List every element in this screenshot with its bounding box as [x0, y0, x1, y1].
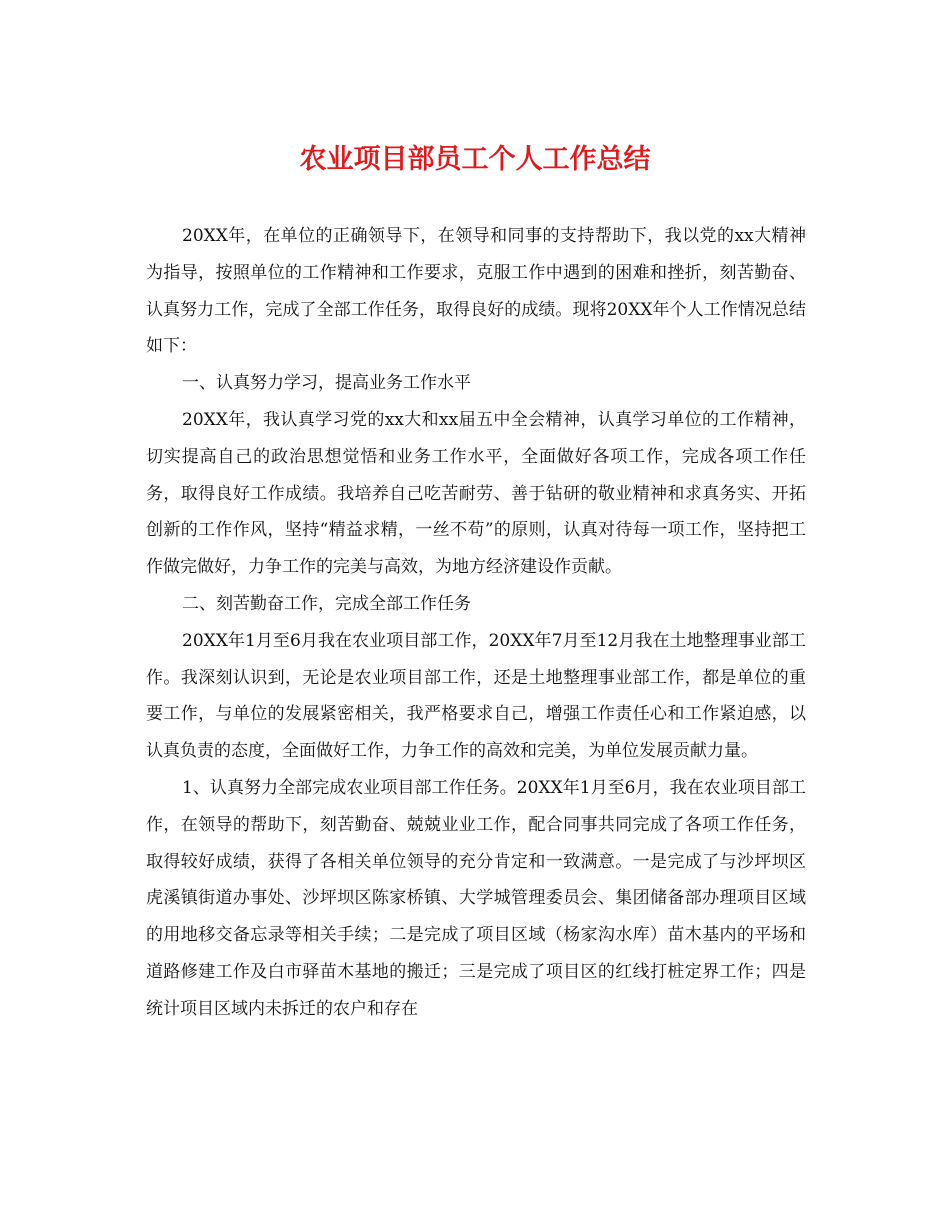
paragraph-agri-project: 1、认真努力全部完成农业项目部工作任务。20XX年1月至6月，我在农业项目部工作，在领导的帮助下，刻苦勤奋、兢兢业业工作，配合同事共同完成了各项工作任务，取得较好成绩，获得了各相关单位领导的充分肯定和一致满意。一是完成了与沙坪坝区虎溪镇街道办事处、沙坪坝区陈家桥镇、大学城管理委员会、集团储备部办理项目区域的用地移交备忘录等相关手续；二是完成了项目区域（杨家沟水库）苗木基内的平场和道路修建工作及白市驿苗木基地的搬迁；三是完成了项目区的红线打桩定界工作；四是统计项目区域内未拆迁的农户和存在: [146, 777, 806, 1019]
document-title: 农业项目部员工个人工作总结: [299, 144, 651, 175]
paragraph-intro: 20XX年，在单位的正确领导下，在领导和同事的支持帮助下，我以党的xx大精神为指导，按照单位的工作精神和工作要求，克服工作中遇到的困难和挫折，刻苦勤奋、认真努力工作，完成了全部工作任务，取得良好的成绩。现将20XX年个人工作情况总结如下：: [146, 226, 806, 357]
section-heading-2: 二、刻苦勤奋工作，完成全部工作任务: [182, 593, 471, 614]
paragraph-work: 20XX年1月至6月我在农业项目部工作，20XX年7月至12月我在土地整理事业部工作。我深刻认识到，无论是农业项目部工作，还是土地整理事业部工作，都是单位的重要工作，与单位的发展紧密相关，我严格要求自己，增强工作责任心和工作紧迫感，以认真负责的态度，全面做好工作，力争工作的高效和完美，为单位发展贡献力量。: [146, 630, 806, 762]
paragraph-study: 20XX年，我认真学习党的xx大和xx届五中全会精神，认真学习单位的工作精神，切实提高自己的政治思想觉悟和业务工作水平，全面做好各项工作，完成各项工作任务，取得良好工作成绩。我培养自己吃苦耐劳、善于钻研的敬业精神和求真务实、开拓创新的工作作风，坚持“精益求精，一丝不苟”的原则，认真对待每一项工作，坚持把工作做完做好，力争工作的完美与高效，为地方经济建设作贡献。: [146, 409, 806, 578]
section-heading-1: 一、认真努力学习，提高业务工作水平: [182, 373, 471, 394]
document-body: [146, 218, 806, 1028]
